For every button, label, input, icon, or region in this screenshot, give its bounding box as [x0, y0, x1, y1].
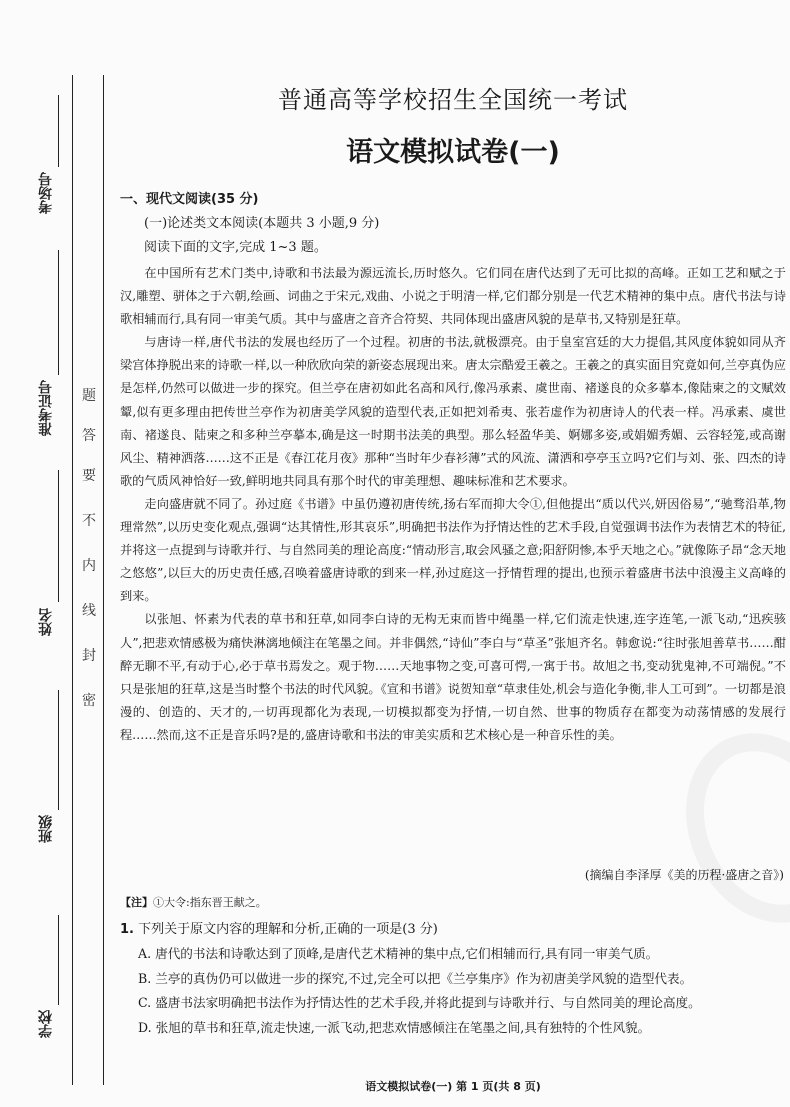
seal-char: 内: [82, 558, 96, 574]
margin-rule-inner: [103, 75, 104, 1085]
footnote-text: ①大令:指东晋王献之。: [153, 896, 267, 909]
name-label: 姓名: [38, 608, 54, 636]
school-label: 学校: [38, 1010, 54, 1038]
subsection-heading: (一)论述类文本阅读(本题共 3 小题,9 分): [144, 216, 380, 231]
class-line: [58, 690, 59, 810]
section-heading: 一、现代文阅读(35 分): [120, 192, 259, 207]
option-b: B. 兰亭的真伪仍可以做进一步的探究,不过,完全可以把《兰亭集序》作为初唐美学风貌的造型代表。: [138, 970, 693, 986]
reading-passage: [120, 262, 786, 747]
margin-rule-outer: [72, 75, 73, 1085]
passage-paragraph: 与唐诗一样,唐代书法的发展也经历了一个过程。初唐的书法,就极漂亮。由于皇室宫廷的大力提倡,其风度体貌如同从齐梁宫体挣脱出来的诗歌一样,以一种欣欣向荣的新姿态展现出来。唐太宗酷爱王羲之。王羲之的真实面目究竟如何,兰亭真伪应是怎样,仍然可以做进一步的探究。但兰亭在唐初如此名高和风行,像冯承素、虞世南、褚遂良的众多摹本,像陆柬之的文赋效颦,似有更多理由把传世兰亭作为初唐美学风貌的造型代表,正如把刘希夷、张若虚作为初唐诗人的代表一样。冯承素、虞世南、褚遂良、陆柬之和多种兰亭摹本,确是这一时期书法美的典型。那么轻盈华美、婀娜多姿,或娟媚秀媚、云容轻笼,或高谢风尘、精神洒落……这不正是《春江花月夜》那种“当时年少春衫薄”式的风流、潇洒和亭亭玉立吗?它们与刘、张、四杰的诗歌的气质风神恰好一致,鲜明地共同具有那个时代的审美理想、趣味标准和艺术要求。: [120, 335, 786, 488]
passage-paragraph: 在中国所有艺术门类中,诗歌和书法最为源远流长,历时悠久。它们同在唐代达到了无可比拟的高峰。正如工艺和赋之于汉,雕塑、骈体之于六朝,绘画、词曲之于宋元,戏曲、小说之于明清一样,它们都分别是一代艺术精神的集中点。唐代书法与诗歌相辅而行,具有同一审美气质。其中与盛唐之音齐合符契、共同体现出盛唐风貌的是草书,又特别是狂草。: [120, 266, 786, 327]
exam-room-line: [58, 95, 59, 167]
option-a: A. 唐代的书法和诗歌达到了顶峰,是唐代艺术精神的集中点,它们相辅而行,具有同一审美气质。: [138, 946, 659, 961]
page-footer: 语文模拟试卷(一) 第 1 页(共 8 页): [365, 1080, 541, 1093]
exam-room-label: 考场号: [38, 172, 54, 214]
exam-page-content: [118, 0, 788, 1107]
seal-char: 封: [82, 648, 96, 664]
seal-char: 不: [82, 513, 96, 529]
ticket-number-line: [58, 250, 59, 375]
passage-paragraph: 走向盛唐就不同了。孙过庭《书谱》中虽仍遵初唐传统,扬右军而抑大令①,但他提出“质以代兴,妍因俗易”,“驰骛沿革,物理常然”,以历史变化观点,强调“达其情性,形其哀乐”,明确把书法作为抒情达性的艺术手段,自觉强调书法作为表情艺术的特征,并将这一点提到与诗歌并行、与自然同美的理论高度:“情动形言,取会风骚之意;阳舒阴惨,本乎天地之心。”就像陈子昂“念天地之悠悠”,以巨大的历史责任感,召唤着盛唐诗歌的到来一样,孙过庭这一抒情哲理的提出,也预示着盛唐书法中浪漫主义高峰的到来。: [120, 496, 786, 604]
footnote-label: 【注】: [120, 896, 153, 909]
reading-instruction: 阅读下面的文字,完成 1~3 题。: [144, 240, 327, 255]
seal-char: 要: [82, 468, 96, 484]
passage-source: (摘编自李泽厚《美的历程·盛唐之音》): [584, 868, 784, 882]
passage-paragraph: 以张旭、怀素为代表的草书和狂草,如同李白诗的无构无束而皆中绳墨一样,它们流走快速,连字连笔,一派飞动,“迅疾骇人”,把悲欢情感极为痛快淋漓地倾注在笔墨之间。并非偶然,“诗仙”李白与“草圣”张旭齐名。韩愈说:“往时张旭善草书……酣醉无聊不平,有动于心,必于草书焉发之。观于物……天地事物之变,可喜可愕,一寓于书。故旭之书,变动犹鬼神,不可端倪。”不只是张旭的狂草,这是当时整个书法的时代风貌。《宣和书谱》说贺知章“草隶佳处,机会与造化争衡,非人工可到”。一切都是浪漫的、创造的、天才的,一切再现都化为表现,一切模拟都变为抒情,一切自然、世事的物质存在都变为动荡情感的发展行程……然而,这不正是音乐吗?是的,盛唐诗歌和书法的审美实质和艺术核心是一种音乐性的美。: [120, 612, 786, 742]
question-number: 1.: [120, 922, 134, 937]
seal-char: 线: [82, 603, 96, 619]
seal-char: 题: [82, 388, 96, 404]
option-d: D. 张旭的草书和狂草,流走快速,一派飞动,把悲欢情感倾注在笔墨之间,具有独特的个性风貌。: [138, 1019, 651, 1035]
question-stem: 下列关于原文内容的理解和分析,正确的一项是(3 分): [138, 922, 438, 937]
question-1: [120, 918, 438, 937]
school-line: [58, 915, 59, 1005]
paper-title: 语文模拟试卷(一): [346, 137, 560, 168]
binding-margin: [0, 0, 112, 1107]
class-label: 班级: [38, 815, 54, 843]
seal-char: 密: [82, 693, 96, 709]
footnote: [120, 894, 267, 910]
option-c: C. 盛唐书法家明确把书法作为抒情达性的艺术手段,并将此提到与诗歌并行、与自然同美的理论高度。: [138, 995, 701, 1010]
ticket-number-label: 准考证号: [38, 380, 54, 436]
exam-title: 普通高等学校招生全国统一考试: [278, 86, 628, 114]
answer-options: [138, 942, 701, 1040]
name-line: [58, 470, 59, 602]
seal-char: 答: [82, 428, 96, 444]
